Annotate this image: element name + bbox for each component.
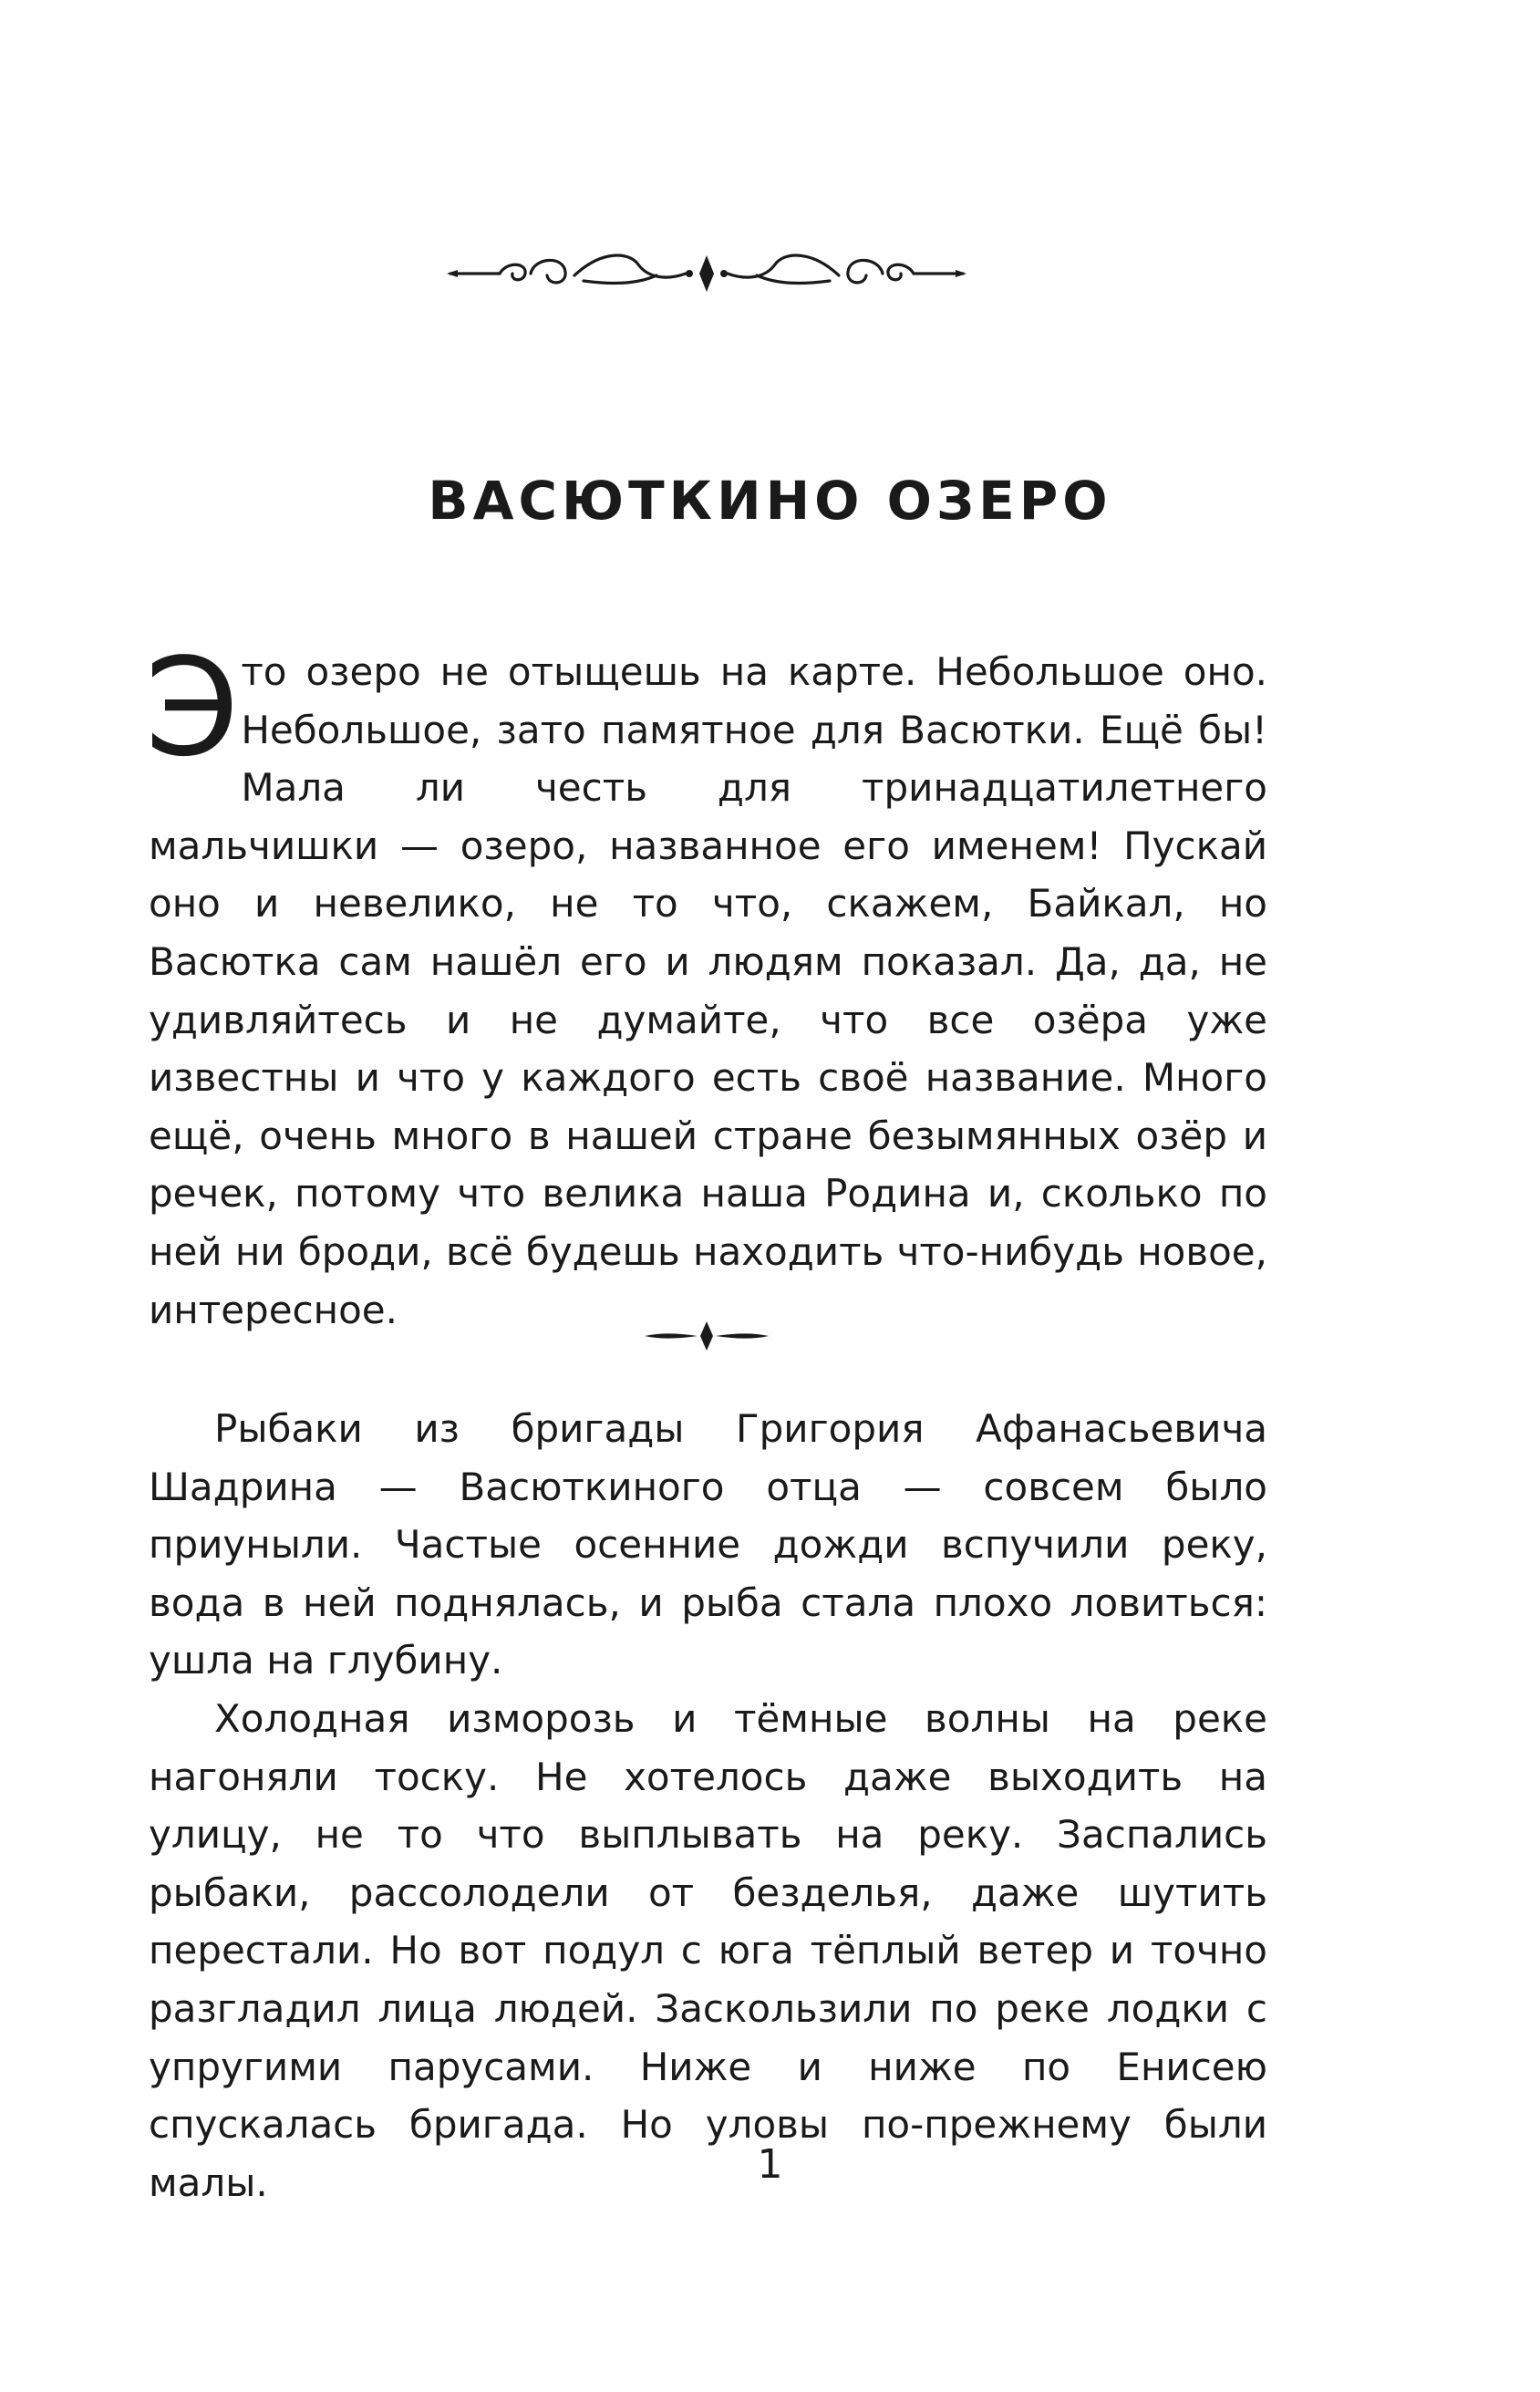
paragraph: Рыбаки из бригады Григория Афанасьевича Шадрина — Васюткиного отца — совсем было приуныли. Частые осенние дожди вспучили реку, вода в ней поднялась, и рыба стала плохо ловиться: ушла на глубину.	[149, 1406, 1267, 1683]
page-number: 1	[757, 2141, 783, 2188]
drop-cap: Э	[145, 629, 240, 786]
diamond-divider-icon	[643, 1318, 770, 1354]
intro-text: то озеро не отыщешь на карте. Небольшое оно. Небольшое, зато памятное для Васютки. Ещё бы! Мала ли честь для тринадцатилетнего мальчишки — озеро, названное его именем! Пускай оно и невелико, не то что, скажем, Байкал, но Васютка сам нашёл его и людям показал. Да, да, не удивляйтесь и не думайте, что все озёра уже известны и что у каждого есть своё название. Много ещё, очень много в нашей стране безымянных озёр и речек, потому что велика наша Родина и, сколько по ней ни броди, всё будешь находить что-нибудь новое, интересное.	[149, 649, 1267, 1332]
story-title: ВАСЮТКИНО ОЗЕРО	[428, 470, 1112, 532]
main-text	[149, 1400, 1267, 2211]
scroll-flourish-divider-icon	[447, 244, 966, 303]
intro-paragraph	[145, 629, 1267, 1339]
paragraph: Холодная изморозь и тёмные волны на реке нагоняли тоску. Не хотелось даже выходить на улицу, не то что выплывать на реку. Заспались рыбаки, рассолодели от безделья, даже шутить перестали. Но вот подул с юга тёплый ветер и точно разгладил лица людей. Заскользили по реке лодки с упругими парусами. Ниже и ниже по Енисею спускалась бригада. Но уловы по-прежнему были малы.	[149, 1695, 1267, 2205]
